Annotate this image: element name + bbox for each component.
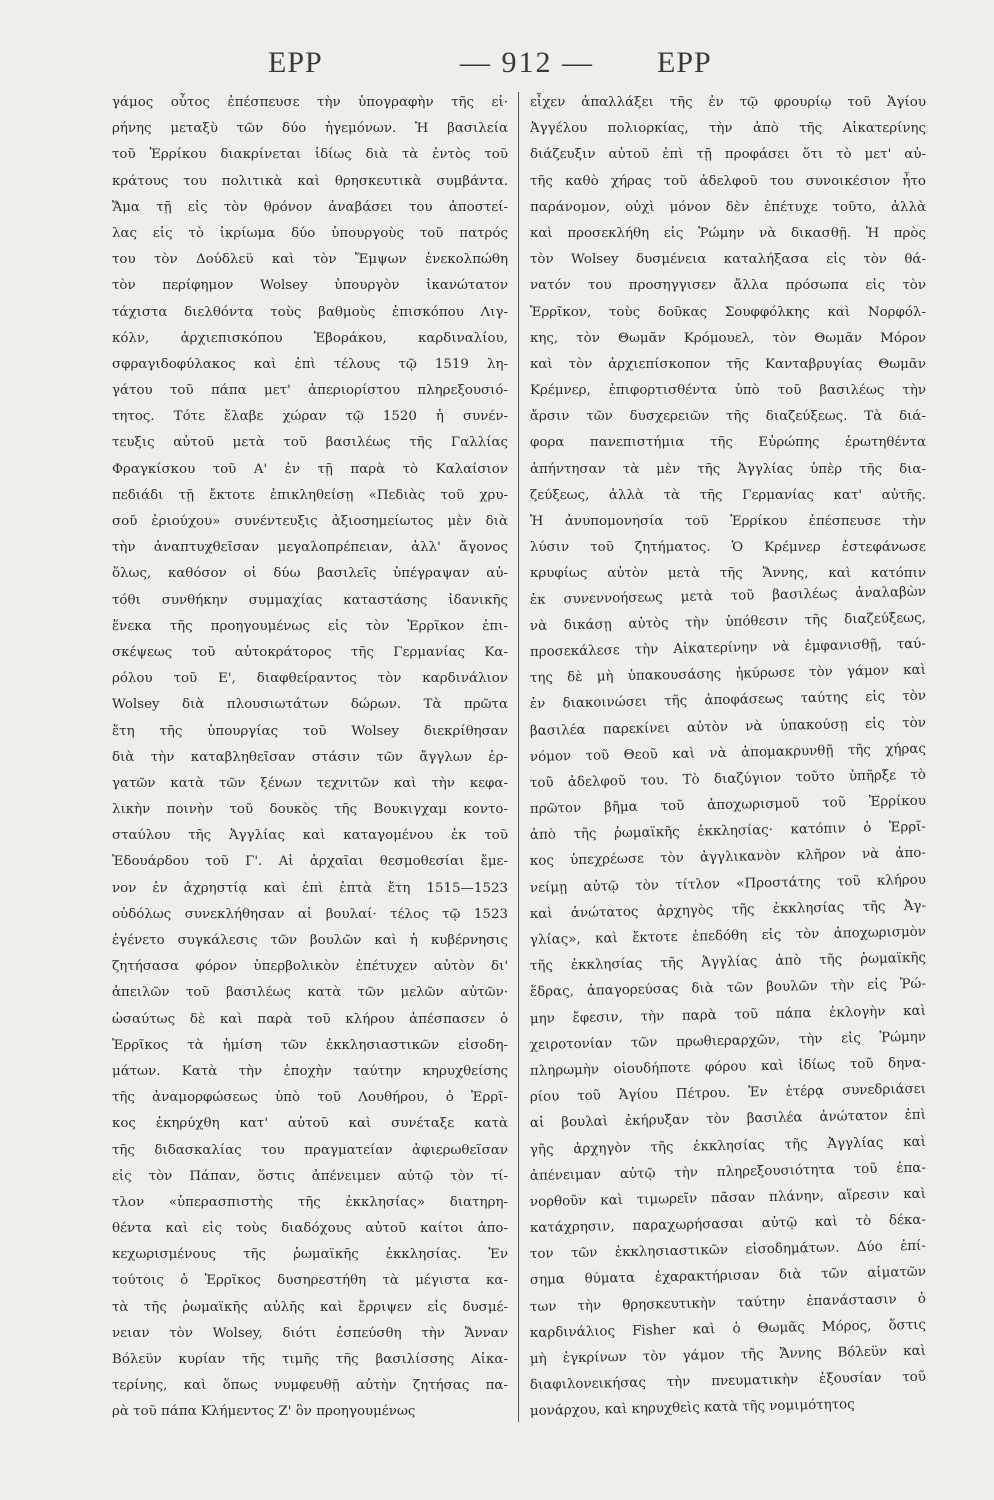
text-line: τοῦ Ἐρρίκου διακρίνεται ἰδίως διὰ τὰ ἐντὸς τοῦ [112,147,508,163]
text-line: τερίνης, καὶ ὅπως νυμφευθῇ αὐτὴν ζητήσας πα- [112,1378,508,1394]
text-line: διαφιλονεικήσας τὴν πνευματικὴν ἐξουσίαν τοῦ [529,1369,927,1394]
page-header [0,46,994,96]
text-line: ζεύξεως, ἀλλὰ τὰ τῆς Γερμανίας κατ' αὐτῆς. [530,487,926,503]
text-line: των τὴν θρησκευτικὴν ταύτην ἐπανάστασιν ὁ [529,1291,927,1315]
text-line: κατάχρησιν, παραχωρήσασαι αὐτῷ καὶ τὸ δέκα- [529,1212,927,1237]
text-line: σημα θύματα ἐχαρακτήρισαν διὰ τῶν αἱματῶν [529,1265,927,1289]
text-line: τὰ τῆς ῥωμαϊκῆς αὐλῆς καὶ ἔρριψεν εἰς δυσμέ- [112,1299,508,1315]
text-line: μονάρχου, καὶ κηρυχθεὶς κατὰ τῆς νομιμότητος [529,1397,855,1420]
text-line: κος ὑπεχρέωσε τὸν ἀγγλικανὸν κλῆρον νὰ ἀπο- [529,846,927,870]
text-line: ρήνης μεταξὺ τῶν δύο ἡγεμόνων. Ἡ βασιλεία [112,121,508,137]
text-line: τευξις αὐτοῦ μετὰ τοῦ βασιλέως τῆς Γαλλίας [112,435,508,451]
text-line: πεδιάδι τῇ ἔκτοτε ἐπικληθείσῃ «Πεδιὰς τοῦ χρυ- [112,487,508,503]
text-line: ἀπένειμαν αὐτῷ τὴν πληρεξουσιότητα τοῦ ἐπα- [529,1160,927,1184]
text-line: Ἅμα τῇ εἰς τὸν θρόνον ἀναβάσει του ἀποστεί- [112,199,508,215]
right-text-column [530,90,926,1426]
text-line: γατῶν κατὰ τῶν ξένων τεχνιτῶν καὶ τὴν κεφα- [112,775,508,791]
text-line: τὴν ἀναπτυχθεῖσαν μεγαλοπρέπειαν, ἀλλ' ἄγονος [112,540,508,556]
text-line: πρῶτον βῆμα τοῦ ἀποχωρισμοῦ τοῦ Ἐρρίκου [529,793,927,818]
text-line: τον τῶν ἐκκλησιαστικῶν εἰσοδημάτων. Δύο ἐπί- [529,1238,927,1263]
text-line: γῆς ἀρχηγὸν τῆς ἐκκλησίας τῆς Ἀγγλίας καὶ [529,1134,927,1158]
text-line: νορθοῦν καὶ τιμωρεῖν πᾶσαν πλάνην, αἵρεσιν καὶ [529,1186,927,1210]
text-line: ὡσαύτως δὲ καὶ παρὰ τοῦ κλήρου ἀπέσπασεν ὁ [112,1011,508,1027]
text-line: ἐγένετο συγκάλεσις τῶν βουλῶν καὶ ἡ κυβέρνησις [112,933,508,948]
text-line: Κρέμνερ, ἐπιφορτισθέντα ὑπὸ τοῦ βασιλέως τὴν [530,383,926,399]
text-line: Ἡ ἀνυπομονησία τοῦ Ἐρρίκου ἐπέσπευσε τὴν [530,514,926,529]
text-line: οὐδόλως συνεκλήθησαν αἱ βουλαί· τέλος τῷ 1523 [112,906,508,922]
text-line: λικὴν ποινὴν τοῦ δουκὸς τῆς Βουκιγχαμ κοντο- [112,802,508,818]
text-line: διὰ τὴν καταβληθεῖσαν στάσιν τῶν ἄγγλων ἐρ- [112,749,508,765]
text-line: βασιλέα παρεκίνει αὐτὸν νὰ ὑπακούσῃ εἰς τὸν [529,715,927,739]
text-line: ἀπήντησαν τὰ μὲν τῆς Ἀγγλίας ὑπὲρ τῆς δια- [530,461,926,477]
text-line: λας εἰς τὸ ἰκρίωμα δύο ὑπουργοὺς τοῦ πατρός [112,225,508,241]
text-line: γάμος οὗτος ἐπέσπευσε τὴν ὑπογραφὴν τῆς εἰ· [112,95,508,110]
text-line: κρυφίως αὐτὸν μετὰ τῆς Ἄννης, καὶ κατόπιν [530,566,926,582]
text-line: ὅλως, καθόσον οἱ δύω βασιλεῖς ὑπέγραψαν αὐ- [112,566,508,582]
text-line: καὶ ἀνώτατος ἀρχηγὸς τῆς ἐκκλησίας τῆς Ἀγ- [529,898,927,922]
text-line: τῆς καθὸ χήρας τοῦ ἀδελφοῦ του συνοικέσιον ἦτο [530,173,926,189]
text-line: κράτους του πολιτικὰ καὶ θρησκευτικὰ συμβάντα. [112,173,508,189]
text-line: ἀπὸ τῆς ῥωμαϊκῆς ἐκκλησίας· κατόπιν ὁ Ἐρρῖ- [529,819,927,844]
text-line: ἔτη τῆς ὑπουργίας τοῦ Wolsey διεκρίθησαν [112,723,508,739]
text-line: ἐκ συνεννοήσεως μετὰ τοῦ βασιλέως ἀναλαβὼν [529,584,927,608]
text-line: τλον «ὑπερασπιστὴς τῆς ἐκκλησίας» διατηρη- [112,1194,508,1210]
text-line: τοῦ ἀδελφοῦ του. Τὸ διαζύγιον τοῦτο ὑπῆρξε τὸ [529,767,927,791]
text-line: κης, τὸν Θωμᾶν Κρόμουελ, τὸν Θωμᾶν Μόρον [530,330,926,346]
column-divider [518,92,519,1422]
text-line: μην ἔφεσιν, τὴν παρὰ τοῦ πάπα ἐκλογὴν καὶ [529,1003,927,1027]
text-line: τῆς ἐκκλησίας τῆς Ἀγγλίας ἀπὸ τῆς ῥωμαϊκῆς [529,950,927,975]
text-line: Wolsey διὰ πλουσιωτάτων δώρων. Τὰ πρῶτα [112,697,508,713]
text-line: τόθι συνθήκην συμμαχίας καταστάσης ἰδανικῆς [112,592,508,608]
text-line: τητος. Τότε ἔλαβε χώραν τῷ 1520 ἡ συνέν- [112,409,508,425]
text-line: Βόλεϋν κυρίαν τῆς τιμῆς τῆς βασιλίσσης Αἰκα- [112,1352,508,1367]
text-line: ρὰ τοῦ πάπα Κλήμεντος Ζ' ὃν προηγουμένως [112,1404,416,1420]
text-line: νείμῃ αὐτῷ τὸν τίτλον «Προστάτης τοῦ κλήρου [529,872,927,896]
text-line: ἄρσιν τῶν δυσχερειῶν τῆς διαζεύξεως. Τὰ διά- [530,409,926,425]
text-line: κόλν, ἀρχιεπισκόπου Ἐβοράκου, καρδιναλίου, [112,330,508,346]
left-text-column [112,90,508,1426]
text-line: ἐν διακοινώσει τῆς ἀποφάσεως ταύτης εἰς τὸν [529,689,927,713]
text-line: καὶ τὸν ἀρχιεπίσκοπον τῆς Κανταβρυγίας Θωμᾶν [530,356,926,372]
text-line: σταύλου τῆς Ἀγγλίας καὶ καταγομένου ἐκ τοῦ [112,828,508,844]
text-line: νον ἐν ἀχρηστίᾳ καὶ ἐπὶ ἑπτὰ ἔτη 1515—1523 [112,880,508,896]
text-line: καρδινάλιος Fisher καὶ ὁ Θωμᾶς Μόρος, ὅστις [529,1317,927,1341]
text-line: Ἐρρῖκον, τοὺς δοῦκας Σουφφόλκης καὶ Νορφόλ- [530,304,926,320]
text-line: τὸν Wolsey δυσμένεια καταλήξασα εἰς τὸν θά- [530,252,926,268]
text-line: Ἐρρῖκος τὰ ἡμίση τῶν ἐκκλησιαστικῶν εἰσοδη- [112,1037,508,1053]
text-line: ἀπειλῶν τοῦ βασιλέως κατὰ τῶν μελῶν αὐτῶν· [112,985,508,1001]
text-line: κος ἐκηρύχθη κατ' αὐτοῦ καὶ συνέταξε κατὰ [112,1116,508,1132]
text-line: ρόλου τοῦ Ε', διαφθείραντος τὸν καρδινάλιον [112,671,508,687]
text-line: καὶ προσεκλήθη εἰς Ῥώμην νὰ δικασθῇ. Ἡ πρὸς [530,225,926,241]
text-line: Φραγκίσκου τοῦ Α' ἐν τῇ παρὰ τὸ Καλαίσιον [112,461,508,477]
text-line: αἱ βουλαὶ ἐκήρυξαν τὸν βασιλέα ἀνώτατον ἐπὶ [529,1108,927,1132]
text-line: γάτου τοῦ πάπα μετ' ἀπεριορίστου πληρεξουσιό- [112,383,508,399]
text-line: σφραγιδοφύλακος καὶ ἐπὶ τέλους τῷ 1519 λη- [112,356,508,372]
text-line: τάχιστα διελθόντα τοὺς βαθμοὺς ἐπισκόπου Λιγ- [112,304,508,320]
text-line: ἕνεκα τῆς προηγουμένως εἰς τὸν Ἐρρῖκον ἐπι- [112,618,508,634]
text-line: παράνομον, οὐχὶ μόνον δὲν ἐπέτυχε τοῦτο, ἀλλὰ [530,199,926,215]
text-line: μὴ ἐγκρίνων τὸν γάμον τῆς Ἄννης Βόλεϋν καὶ [529,1343,927,1367]
text-line: εἶχεν ἀπαλλάξει τῆς ἐν τῷ φρουρίῳ τοῦ Ἁγίου [530,95,926,110]
header-left-keyword: ΕΡΡ [268,46,323,79]
text-line: νὰ δικάσῃ αὐτὸς τὴν ὑπόθεσιν τῆς διαζεύξεως, [529,610,927,634]
text-line: τῆς διδασκαλίας του πραγματείαν ἀφιερωθεῖσαν [112,1142,508,1158]
text-line: λύσιν τοῦ ζητήματος. Ὁ Κρέμνερ ἐστεφάνωσε [530,540,926,556]
text-line: γλίας», καὶ ἔκτοτε ἐπεδόθη εἰς τὸν ἀποχωρισμὸν [529,924,927,948]
text-line: ζητήσασα φόρον ὑπερβολικὸν ἐπέτυχεν αὐτὸν δι' [112,959,508,975]
text-line: τῆς ἀναμορφώσεως ὑπὸ τοῦ Λουθήρου, ὁ Ἐρρῖ- [112,1090,508,1106]
header-right-keyword: ΕΡΡ [657,46,712,79]
text-line: σκέψεως τοῦ αὐτοκράτορος τῆς Γερμανίας Κα- [112,644,508,660]
text-line: νειαν τὸν Wolsey, διότι ἐσπεύσθη τὴν Ἄνναν [112,1325,508,1341]
text-line: διάζευξιν αὐτοῦ ἐπὶ τῇ προφάσει ὅτι τὸ μετ' αὐ- [530,147,926,163]
text-line: της δὲ μὴ ὑπακουσάσης ἠκύρωσε τὸν γάμον καὶ [529,662,927,687]
text-line: τὸν περίφημον Wolsey ὑπουργὸν ἱκανώτατον [112,278,508,294]
text-line: θέντα καὶ εἰς τοὺς διαδόχους αὐτοῦ καίτοι ἀπο- [112,1221,508,1237]
text-line: ἕδρας, ἀπαγορεύσας διὰ τῶν βουλῶν τὴν εἰς Ῥώ- [529,977,927,1001]
text-line: κεχωρισμένους τῆς ῥωμαϊκῆς ἐκκλησίας. Ἐν [112,1247,508,1263]
text-line: πληρωμὴν οἱουδήποτε φόρου καὶ ἰδίως τοῦ δηνα- [529,1055,927,1079]
text-line: του τὸν Δούδλεϋ καὶ τὸν Ἔμψων ἐνεκολπώθη [112,252,508,268]
text-line: ρίου τοῦ Ἁγίου Πέτρου. Ἐν ἑτέρᾳ συνεδριάσει [529,1081,927,1106]
text-line: προσεκάλεσε τὴν Αἰκατερίνην νὰ ἐμφανισθῇ, ταύ- [529,636,927,660]
text-line: τούτοις ὁ Ἐρρῖκος δυσηρεστήθη τὰ μέγιστα κα- [112,1273,508,1289]
text-line: σοῦ ἐριούχου» συνέντευξις ἀξιοσημείωτος μὲν διὰ [112,514,508,529]
text-line: χειροτονίαν τῶν πρωθιεραρχῶν, τὴν εἰς Ῥώμην [529,1029,927,1053]
page-number: — 912 — [460,46,594,79]
text-line: νόμον τοῦ Θεοῦ καὶ νὰ ἀπομακρυνθῇ τῆς χήρας [529,741,927,765]
text-line: μάτων. Κατὰ τὴν ἐποχὴν ταύτην κηρυχθείσης [112,1063,508,1079]
text-line: φορα πανεπιστήμια τῆς Εὐρώπης ἐρωτηθέντα [530,435,926,451]
text-line: εἰς τὸν Πάπαν, ὅστις ἀπένειμεν αὐτῷ τὸν τί- [112,1168,508,1184]
text-line: νατόν του προσηγγισεν ἄλλα πρόσωπα εἰς τὸν [530,278,926,294]
text-line: Ἀγγέλου πολιορκίας, τὴν ἀπὸ τῆς Αἰκατερίνης [530,121,926,137]
text-line: Ἐδουάρδου τοῦ Γ'. Αἱ ἀρχαῖαι θεσμοθεσίαι ἔμε- [112,854,508,870]
